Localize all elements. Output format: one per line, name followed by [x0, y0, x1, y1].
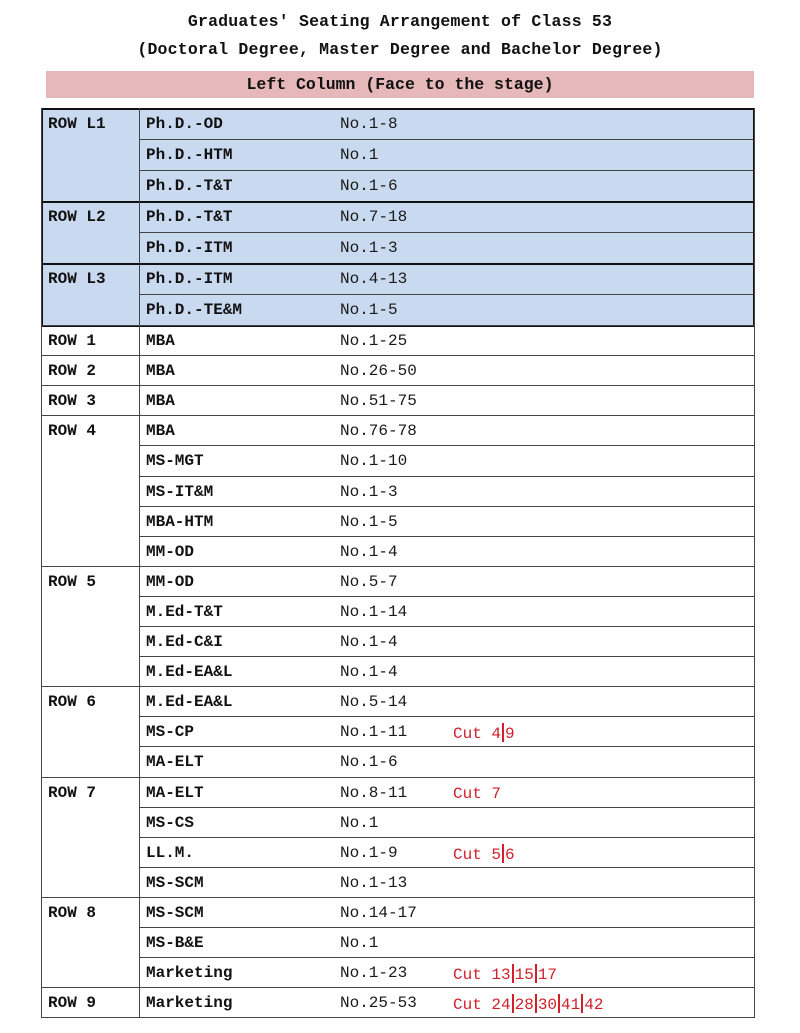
- cut-note: [453, 964, 557, 985]
- seat-range-cell: No.1-3: [340, 482, 398, 501]
- degree-cell: MS-MGT: [146, 452, 204, 471]
- row-label: ROW 9: [48, 994, 97, 1013]
- degree-cell: Ph.D.-T&T: [146, 177, 233, 195]
- subrow-divider: [139, 626, 754, 627]
- group-divider: [41, 385, 755, 386]
- seat-range-cell: No.26-50: [340, 362, 417, 381]
- degree-cell: Ph.D.-ITM: [146, 239, 233, 257]
- seat-range-cell: No.4-13: [340, 270, 408, 288]
- seat-range-cell: No.1-6: [340, 177, 398, 195]
- subrow-divider: [139, 927, 754, 928]
- seat-range-cell: No.5-14: [340, 693, 408, 712]
- degree-cell: MBA-HTM: [146, 512, 214, 531]
- degree-cell: MBA: [146, 332, 175, 350]
- row-label: ROW 5: [48, 572, 97, 591]
- subrow-divider: [139, 957, 754, 958]
- row-label: ROW 3: [48, 392, 97, 411]
- group-divider: [41, 355, 755, 356]
- seat-range-cell: No.1: [340, 146, 379, 164]
- cut-separator: [535, 964, 537, 983]
- seat-range-cell: No.14-17: [340, 903, 417, 922]
- cut-seat-number: 5: [491, 845, 502, 864]
- seat-range-cell: No.1-9: [340, 843, 398, 862]
- cut-label: Cut: [453, 966, 482, 985]
- cut-separator: [558, 994, 560, 1013]
- cut-label: Cut: [453, 784, 482, 803]
- degree-cell: MA-ELT: [146, 753, 204, 772]
- table-right-border: [754, 108, 755, 1017]
- row-label: ROW L1: [48, 115, 106, 133]
- cut-label: Cut: [453, 725, 482, 744]
- cut-seat-number: 4: [491, 725, 502, 744]
- cut-seat-number: 30: [537, 996, 558, 1015]
- seat-range-cell: No.1-5: [340, 301, 398, 319]
- degree-cell: MS-CS: [146, 813, 195, 832]
- degree-cell: LL.M.: [146, 843, 195, 862]
- subrow-divider: [139, 536, 754, 537]
- degree-cell: MBA: [146, 392, 175, 411]
- group-divider: [41, 987, 755, 988]
- seat-range-cell: No.1: [340, 813, 379, 832]
- subrow-divider: [139, 476, 754, 477]
- subrow-divider: [139, 837, 754, 838]
- group-divider: [41, 686, 755, 687]
- degree-cell: MBA: [146, 362, 175, 381]
- seat-range-cell: No.25-53: [340, 994, 417, 1013]
- degree-cell: M.Ed-EA&L: [146, 663, 233, 682]
- row-label: ROW 4: [48, 422, 97, 441]
- cut-note: [453, 784, 501, 804]
- seat-range-cell: No.7-18: [340, 208, 408, 226]
- cut-note: [453, 994, 603, 1015]
- row-label: ROW L3: [48, 270, 106, 288]
- seat-range-cell: No.1-4: [340, 633, 398, 651]
- cut-seat-number: 9: [505, 725, 515, 744]
- degree-cell: MBA: [146, 422, 175, 441]
- cut-seat-number: 13: [491, 966, 511, 985]
- degree-cell: Marketing: [146, 994, 233, 1013]
- cut-label: Cut: [453, 996, 482, 1015]
- group-divider: [41, 897, 755, 898]
- cut-seat-number: 17: [537, 966, 558, 985]
- row-label: ROW 1: [48, 332, 97, 350]
- row-label: ROW 2: [48, 362, 97, 381]
- degree-cell: MS-CP: [146, 723, 195, 742]
- table-bottom-border: [41, 1017, 755, 1018]
- seat-range-cell: No.1-4: [340, 663, 398, 682]
- seat-range-cell: No.1-25: [340, 332, 408, 350]
- phd-group-border: [41, 108, 755, 203]
- group-divider: [41, 566, 755, 567]
- title-line-2: (Doctoral Degree, Master Degree and Bachelor Degree): [137, 40, 663, 59]
- subrow-divider: [139, 656, 754, 657]
- degree-cell: Ph.D.-OD: [146, 115, 223, 133]
- degree-cell: Ph.D.-TE&M: [146, 301, 243, 319]
- subrow-divider: [139, 596, 754, 597]
- degree-cell: Marketing: [146, 964, 233, 983]
- group-divider: [41, 325, 755, 326]
- degree-cell: MS-SCM: [146, 903, 204, 922]
- degree-cell: Ph.D.-ITM: [146, 270, 233, 288]
- cut-seat-number: 28: [514, 996, 534, 1015]
- cut-note: [453, 844, 515, 865]
- seat-range-cell: No.8-11: [340, 783, 408, 802]
- cut-label: Cut: [453, 845, 482, 864]
- phd-group-border: [41, 263, 755, 327]
- cut-separator: [512, 994, 514, 1013]
- row-label: ROW L2: [48, 208, 106, 226]
- seat-range-cell: No.1-5: [340, 512, 398, 531]
- degree-cell: MS-SCM: [146, 873, 204, 892]
- degree-cell: M.Ed-C&I: [146, 633, 223, 651]
- cut-separator: [512, 964, 514, 983]
- left-column-band: Left Column (Face to the stage): [46, 71, 754, 98]
- subrow-divider: [139, 807, 754, 808]
- row-label: ROW 6: [48, 693, 97, 712]
- cut-separator: [502, 844, 504, 863]
- subrow-divider: [139, 867, 754, 868]
- cut-separator: [502, 723, 504, 742]
- subrow-divider: [139, 506, 754, 507]
- subrow-divider: [139, 445, 754, 446]
- group-divider: [41, 415, 755, 416]
- phd-group-border: [41, 201, 755, 265]
- cut-separator: [581, 994, 583, 1013]
- table-left-border: [41, 108, 42, 1017]
- degree-cell: M.Ed-EA&L: [146, 693, 233, 712]
- seat-range-cell: No.51-75: [340, 392, 417, 411]
- title-line-1: Graduates' Seating Arrangement of Class 53: [187, 12, 613, 31]
- cut-note: [453, 723, 515, 744]
- degree-cell: MA-ELT: [146, 783, 204, 802]
- seat-range-cell: No.1-4: [340, 542, 398, 561]
- seat-range-cell: No.1-23: [340, 964, 408, 983]
- cut-seat-number: 6: [505, 845, 515, 864]
- degree-cell: MS-IT&M: [146, 482, 214, 501]
- group-divider: [41, 777, 755, 778]
- seat-range-cell: No.1-6: [340, 753, 398, 772]
- column-divider-1: [139, 108, 140, 1017]
- cut-seat-number: 42: [584, 996, 604, 1015]
- degree-cell: Ph.D.-T&T: [146, 208, 233, 226]
- degree-cell: M.Ed-T&T: [146, 602, 223, 621]
- row-label: ROW 8: [48, 903, 97, 922]
- cut-seat-number: 24: [491, 996, 511, 1015]
- seat-range-cell: No.1-8: [340, 115, 398, 133]
- seat-range-cell: No.76-78: [340, 422, 417, 441]
- degree-cell: MM-OD: [146, 542, 195, 561]
- seat-range-cell: No.1-11: [340, 723, 408, 742]
- subrow-divider: [139, 746, 754, 747]
- cut-seat-number: 15: [514, 966, 534, 985]
- seat-range-cell: No.1-13: [340, 873, 408, 892]
- degree-cell: Ph.D.-HTM: [146, 146, 233, 164]
- seat-range-cell: No.5-7: [340, 572, 398, 591]
- degree-cell: MS-B&E: [146, 934, 204, 952]
- seat-range-cell: No.1-14: [340, 602, 408, 621]
- cut-seat-number: 7: [491, 784, 502, 803]
- seat-range-cell: No.1-3: [340, 239, 398, 257]
- seat-range-cell: No.1: [340, 934, 379, 952]
- seat-range-cell: No.1-10: [340, 452, 408, 471]
- cut-seat-number: 41: [561, 996, 581, 1015]
- degree-cell: MM-OD: [146, 572, 195, 591]
- cut-separator: [535, 994, 537, 1013]
- row-label: ROW 7: [48, 783, 97, 802]
- subrow-divider: [139, 716, 754, 717]
